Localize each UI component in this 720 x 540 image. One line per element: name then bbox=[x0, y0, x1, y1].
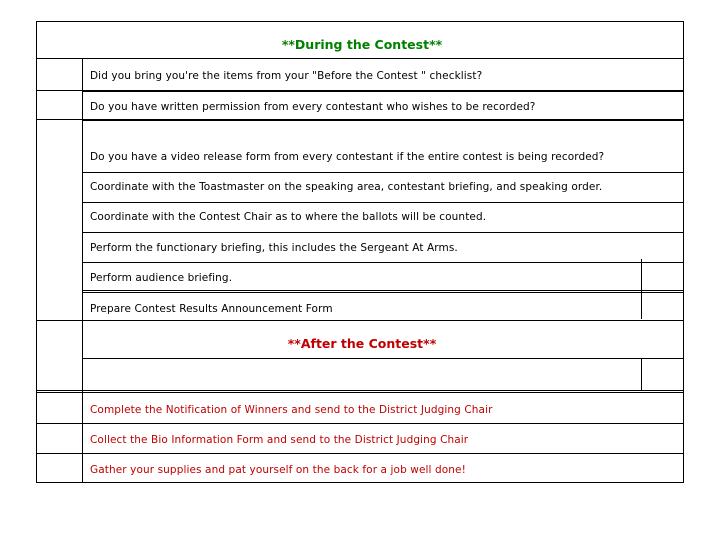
row-divider bbox=[36, 423, 684, 424]
list-item: Coordinate with the Toastmaster on the speaking area, contestant briefing, and speaking order. bbox=[90, 181, 603, 193]
list-item: Collect the Bio Information Form and send to the District Judging Chair bbox=[90, 434, 469, 446]
list-item: Coordinate with the Contest Chair as to where the ballots will be counted. bbox=[90, 211, 487, 223]
row-divider bbox=[82, 290, 684, 291]
row-divider bbox=[36, 320, 684, 321]
checkbox-column-divider bbox=[82, 58, 83, 483]
row-divider bbox=[82, 262, 684, 263]
list-item: Prepare Contest Results Announcement Form bbox=[90, 303, 333, 315]
row-divider bbox=[36, 58, 684, 59]
right-column-divider-2 bbox=[641, 358, 642, 390]
row-divider bbox=[82, 232, 684, 233]
list-item: Did you bring you're the items from your "Before the Contest " checklist? bbox=[90, 70, 483, 82]
row-divider bbox=[82, 202, 684, 203]
during-contest-heading: **During the Contest** bbox=[281, 37, 443, 52]
row-divider bbox=[36, 392, 684, 393]
row-divider bbox=[82, 358, 684, 359]
list-item: Gather your supplies and pat yourself on the back for a job well done! bbox=[90, 464, 466, 476]
list-item: Do you have a video release form from every contestant if the entire contest is being recorded? bbox=[90, 151, 605, 163]
list-item: Do you have written permission from every contestant who wishes to be recorded? bbox=[90, 101, 536, 113]
row-divider bbox=[36, 390, 684, 391]
list-item: Perform the functionary briefing, this includes the Sergeant At Arms. bbox=[90, 242, 458, 254]
list-item: Perform audience briefing. bbox=[90, 272, 233, 284]
row-divider bbox=[82, 91, 684, 92]
row-divider bbox=[82, 172, 684, 173]
list-item: Complete the Notification of Winners and send to the District Judging Chair bbox=[90, 404, 493, 416]
row-divider bbox=[82, 120, 684, 121]
row-divider bbox=[82, 292, 684, 293]
row-divider bbox=[36, 453, 684, 454]
after-contest-heading: **After the Contest** bbox=[287, 336, 437, 351]
